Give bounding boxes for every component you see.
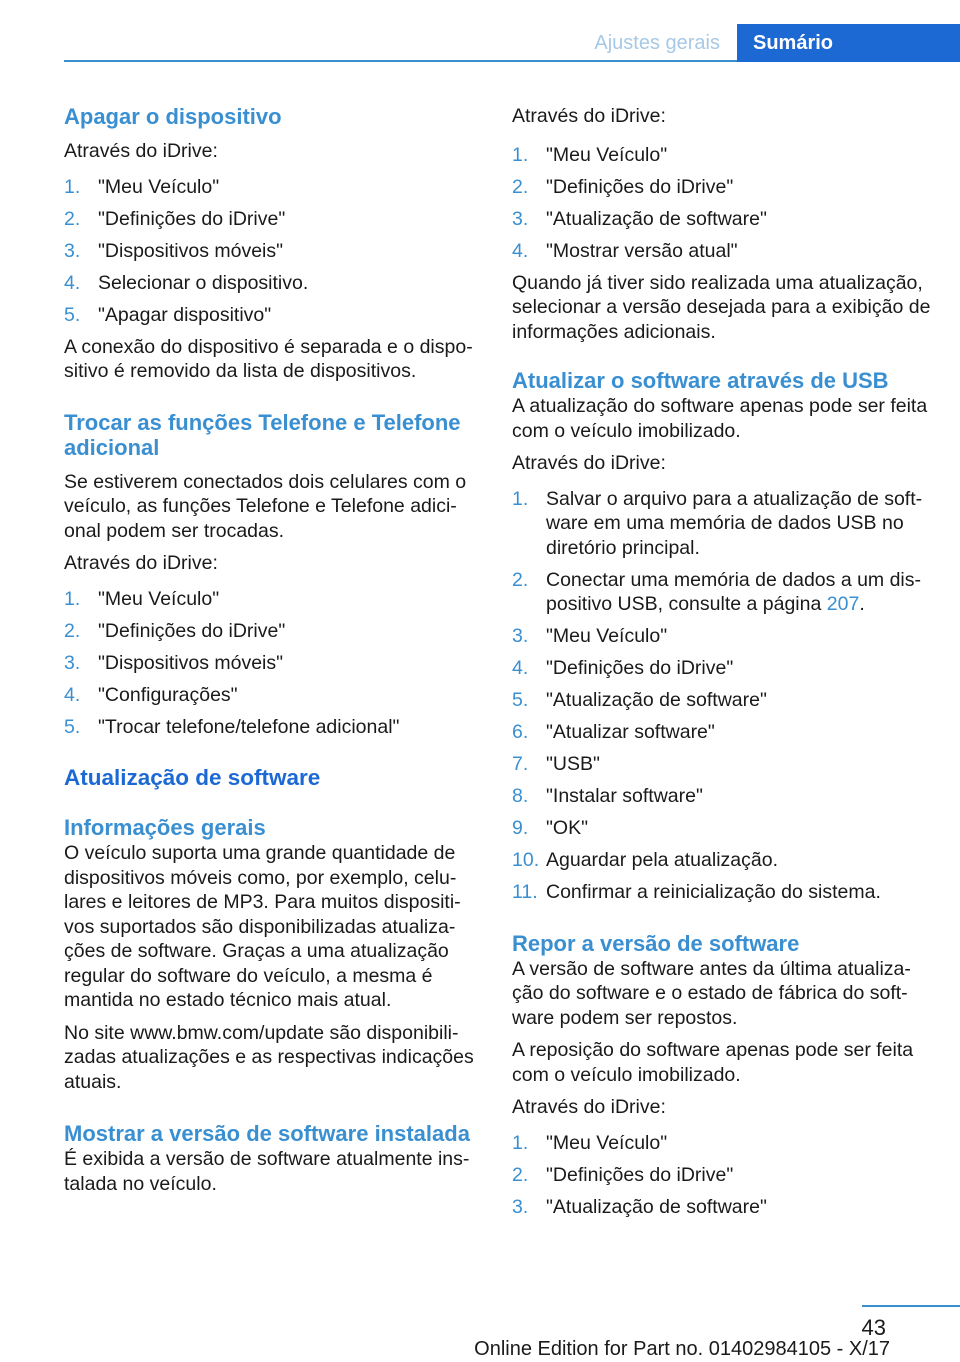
usb-intro: Através do iDrive: — [512, 452, 666, 474]
mostrar-body: É exibida a versão de software atualmente ins-talada no veículo. — [64, 1148, 470, 1195]
list-item: 9. "OK" — [512, 817, 589, 839]
list-item: 1. "Meu Veículo" — [512, 1131, 668, 1154]
list-item: 3. "Meu Veículo" — [512, 625, 668, 647]
header-tab-summary[interactable]: Sumário — [737, 24, 960, 62]
footer-edition: Online Edition for Part no. 01402984105 - X/17 — [474, 1338, 890, 1360]
list-item: 1. "Meu Veículo" — [64, 175, 220, 198]
list-item: 3. "Atualização de software" — [512, 1195, 767, 1218]
list-item: 3. "Dispositivos móveis" — [64, 651, 284, 674]
mostrar-after: Quando já tiver sido realizada uma atualização, selecionar a versão desejada para a exibição de informações adicionais. — [512, 271, 931, 343]
list-item: 2. "Definições do iDrive" — [512, 175, 734, 198]
heading-mostrar: Mostrar a versão de software instalada — [64, 1121, 470, 1146]
list-item: 4. "Configurações" — [64, 683, 238, 706]
heading-trocar: Trocar as funções Telefone e Telefone adicional — [64, 409, 461, 460]
list-item: 1. "Meu Veículo" — [64, 587, 220, 610]
usb-body: A atualização do software apenas pode ser feita com o veículo imobilizado. — [512, 395, 928, 442]
list-item: 2. "Definições do iDrive" — [512, 1163, 734, 1186]
list-item: 5. "Trocar telefone/telefone adicional" — [64, 715, 400, 738]
info-p1: O veículo suporta uma grande quantidade de dispositivos móveis como, por exemplo, celu-lares e leitores de MP3. Para muitos dispositi-vos suportados são disponibilizadas atualiza-ções de software. Graças a uma atualização regular do software do veículo, a mesma é mantida no estado técnico mais atual. — [64, 842, 461, 1011]
list-item: 3. "Dispositivos móveis" — [64, 239, 284, 262]
list-item: 2. "Definições do iDrive" — [64, 207, 286, 230]
repor-p1: A versão de software antes da última atualiza-ção do software e o estado de fábrica do soft-ware podem ser repostos. — [512, 957, 911, 1029]
list-item: 10. Aguardar pela atualização. — [512, 849, 778, 871]
repor-steps — [512, 1131, 932, 1220]
list-item: 2. "Definições do iDrive" — [64, 619, 286, 642]
list-item: 3. "Atualização de software" — [512, 207, 767, 230]
mostrar-cont-intro: Através do iDrive: — [512, 105, 666, 127]
apagar-steps — [64, 175, 480, 328]
heading-info: Informações gerais — [64, 815, 266, 840]
apagar-after: A conexão do dispositivo é separada e o dispo-sitivo é removido da lista de dispositivos. — [64, 335, 473, 382]
footer-rule — [862, 1305, 960, 1307]
heading-atualizacao: Atualização de software — [64, 765, 321, 790]
list-item: 4. Selecionar o dispositivo. — [64, 271, 309, 294]
heading-apagar: Apagar o dispositivo — [64, 104, 282, 129]
mostrar-steps — [512, 143, 932, 264]
page-number: 43 — [861, 1315, 886, 1340]
list-item: 5. "Apagar dispositivo" — [64, 303, 272, 326]
header-section-link[interactable]: Ajustes gerais — [594, 32, 720, 54]
list-item: 7. "USB" — [512, 753, 600, 775]
trocar-body: Se estiverem conectados dois celulares com o veículo, as funções Telefone e Telefone adici-onal podem ser trocadas. — [64, 470, 467, 542]
apagar-intro: Através do iDrive: — [64, 140, 218, 162]
list-item: 2. Conectar uma memória de dados a um dis-positivo USB, consulte a página 207. — [512, 568, 922, 615]
heading-usb: Atualizar o software através de USB — [512, 368, 889, 393]
list-item: 4. "Mostrar versão atual" — [512, 239, 738, 262]
list-item: 1. Salvar o arquivo para a atualização de soft-ware em uma memória de dados USB no diretório principal. — [512, 487, 923, 559]
list-item: 4. "Definições do iDrive" — [512, 657, 734, 679]
info-p2: No site www.bmw.com/update são disponibili-zadas atualizações e as respectivas indicações atuais. — [64, 1021, 474, 1093]
right-column — [512, 100, 932, 1219]
left-column — [64, 100, 480, 1196]
list-item: 5. "Atualização de software" — [512, 689, 767, 711]
repor-p2: A reposição do software apenas pode ser feita com o veículo imobilizado. — [512, 1039, 914, 1086]
page-link[interactable]: 207 — [826, 593, 860, 615]
heading-repor: Repor a versão de software — [512, 930, 800, 956]
trocar-steps — [64, 587, 480, 740]
list-item: 6. "Atualizar software" — [512, 721, 715, 743]
trocar-intro: Através do iDrive: — [64, 552, 218, 574]
list-item: 1. "Meu Veículo" — [512, 143, 668, 166]
repor-intro: Através do iDrive: — [512, 1096, 666, 1118]
usb-steps — [512, 487, 932, 905]
list-item: 8. "Instalar software" — [512, 785, 703, 807]
list-item: 11. Confirmar a reinicialização do sistema. — [512, 881, 881, 903]
